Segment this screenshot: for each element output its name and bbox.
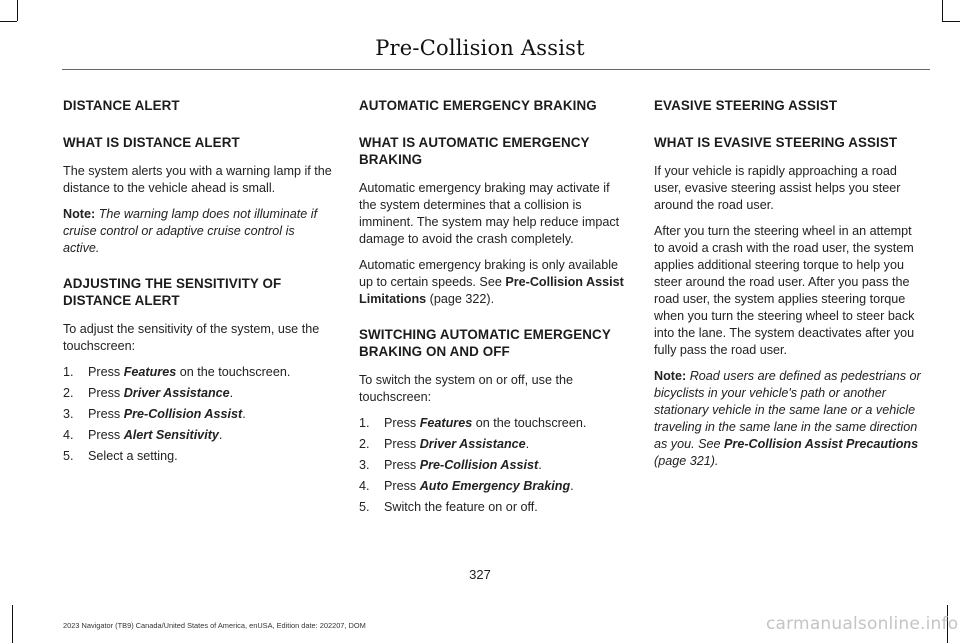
step-text: Switch the feature on or off. <box>384 500 538 514</box>
note <box>63 206 333 257</box>
header-divider <box>62 69 930 70</box>
list-item <box>63 364 333 381</box>
steps-list <box>359 415 629 516</box>
crop-mark <box>942 0 943 21</box>
step-number: 1. <box>359 416 370 430</box>
step-text: . <box>242 407 246 421</box>
section-heading: EVASIVE STEERING ASSIST <box>654 98 838 113</box>
step-emphasis: Driver Assistance <box>419 437 526 451</box>
step-number: 2. <box>359 437 370 451</box>
note-text: Road users are defined as pedestrians or bicyclists in your vehicle's path or another stationary vehicle in the same lane or a vehicle traveling in the same lane in the same direction as you. See <box>654 369 921 451</box>
note-label: Note: <box>63 207 96 221</box>
step-text: . <box>570 479 574 493</box>
subsection-heading: WHAT IS DISTANCE ALERT <box>63 135 240 150</box>
section-heading: AUTOMATIC EMERGENCY BRAKING <box>359 98 597 113</box>
step-emphasis: Features <box>123 365 177 379</box>
note <box>654 368 924 470</box>
page-reference: (page 321). <box>654 454 719 468</box>
step-text: Press <box>88 407 124 421</box>
list-item <box>63 406 333 423</box>
step-text: Press <box>384 416 420 430</box>
cross-reference-link[interactable]: Pre-Collision Assist Limitations <box>359 275 624 306</box>
steps-list <box>63 364 333 465</box>
step-text: on the touchscreen. <box>176 365 291 379</box>
subsection-heading: WHAT IS AUTOMATIC EMERGENCY BRAKING <box>359 135 590 167</box>
paragraph: Automatic emergency braking may activate if the system determines that a collision is imminent. The system may help reduce impact damage to avoid the crash completely. <box>359 181 620 246</box>
list-item <box>359 415 629 432</box>
step-emphasis: Pre-Collision Assist <box>419 458 539 472</box>
step-number: 5. <box>359 500 370 514</box>
step-text: . <box>538 458 542 472</box>
note-label: Note: <box>654 369 687 383</box>
column-distance-alert <box>63 97 333 469</box>
paragraph: The system alerts you with a warning lamp if the distance to the vehicle ahead is small. <box>63 164 332 195</box>
step-text: on the touchscreen. <box>472 416 587 430</box>
step-emphasis: Driver Assistance <box>123 386 230 400</box>
crop-mark <box>17 0 18 21</box>
page-title: Pre-Collision Assist <box>375 36 585 60</box>
crop-mark <box>12 605 13 643</box>
step-number: 4. <box>359 479 370 493</box>
section-heading: DISTANCE ALERT <box>63 98 180 113</box>
list-item <box>359 478 629 495</box>
step-number: 4. <box>63 428 74 442</box>
step-text: Select a setting. <box>88 449 178 463</box>
step-text: Press <box>384 458 420 472</box>
page-reference: (page 322). <box>426 292 495 306</box>
step-emphasis: Pre-Collision Assist <box>123 407 243 421</box>
step-emphasis: Auto Emergency Braking <box>419 479 571 493</box>
column-automatic-emergency-braking <box>359 97 629 520</box>
subsection-heading: WHAT IS EVASIVE STEERING ASSIST <box>654 135 898 150</box>
paragraph-text: Automatic emergency braking is only available up to certain speeds. See <box>359 258 619 289</box>
step-text: . <box>218 428 223 442</box>
cross-reference-link[interactable]: Pre-Collision Assist Precautions <box>724 437 919 451</box>
note-text: The warning lamp does not illuminate if cruise control or adaptive cruise control is active. <box>63 207 318 255</box>
edition-footer: 2023 Navigator (TB9) Canada/United States of America, enUSA, Edition date: 202207, DOM <box>63 621 366 630</box>
step-emphasis: Features <box>419 416 473 430</box>
list-item <box>359 436 629 453</box>
paragraph: If your vehicle is rapidly approaching a road user, evasive steering assist helps you steer around the road user. <box>654 164 901 212</box>
subsection-heading: ADJUSTING THE SENSITIVITY OF DISTANCE ALERT <box>63 276 282 308</box>
list-item <box>359 499 629 516</box>
step-number: 3. <box>359 458 370 472</box>
list-item <box>359 457 629 474</box>
paragraph <box>359 257 629 308</box>
step-number: 5. <box>63 449 74 463</box>
list-item <box>63 448 333 465</box>
list-item <box>63 385 333 402</box>
page-number: 327 <box>469 567 491 582</box>
step-number: 3. <box>63 407 74 421</box>
step-text: Press <box>384 479 420 493</box>
step-number: 1. <box>63 365 74 379</box>
paragraph: To switch the system on or off, use the touchscreen: <box>359 373 573 404</box>
subsection-heading: SWITCHING AUTOMATIC EMERGENCY BRAKING ON AND OFF <box>359 327 611 359</box>
column-evasive-steering-assist <box>654 97 924 479</box>
step-text: Press <box>88 386 124 400</box>
list-item <box>63 427 333 444</box>
step-text: . <box>525 437 530 451</box>
step-text: Press <box>88 428 124 442</box>
watermark: carmanualsonline.info <box>766 614 959 634</box>
crop-mark <box>942 21 960 22</box>
step-number: 2. <box>63 386 74 400</box>
crop-mark <box>0 21 17 22</box>
paragraph: After you turn the steering wheel in an attempt to avoid a crash with the road user, the system applies additional steering torque to help you steer around the road user. After you pass the road user, the system applies steering torque when you turn the steering wheel to steer back into the lane. The system deactivates after you fully pass the road user. <box>654 224 915 357</box>
step-text: Press <box>384 437 420 451</box>
step-text: . <box>229 386 234 400</box>
step-text: Press <box>88 365 124 379</box>
paragraph: To adjust the sensitivity of the system, use the touchscreen: <box>63 322 320 353</box>
step-emphasis: Alert Sensitivity <box>123 428 219 442</box>
